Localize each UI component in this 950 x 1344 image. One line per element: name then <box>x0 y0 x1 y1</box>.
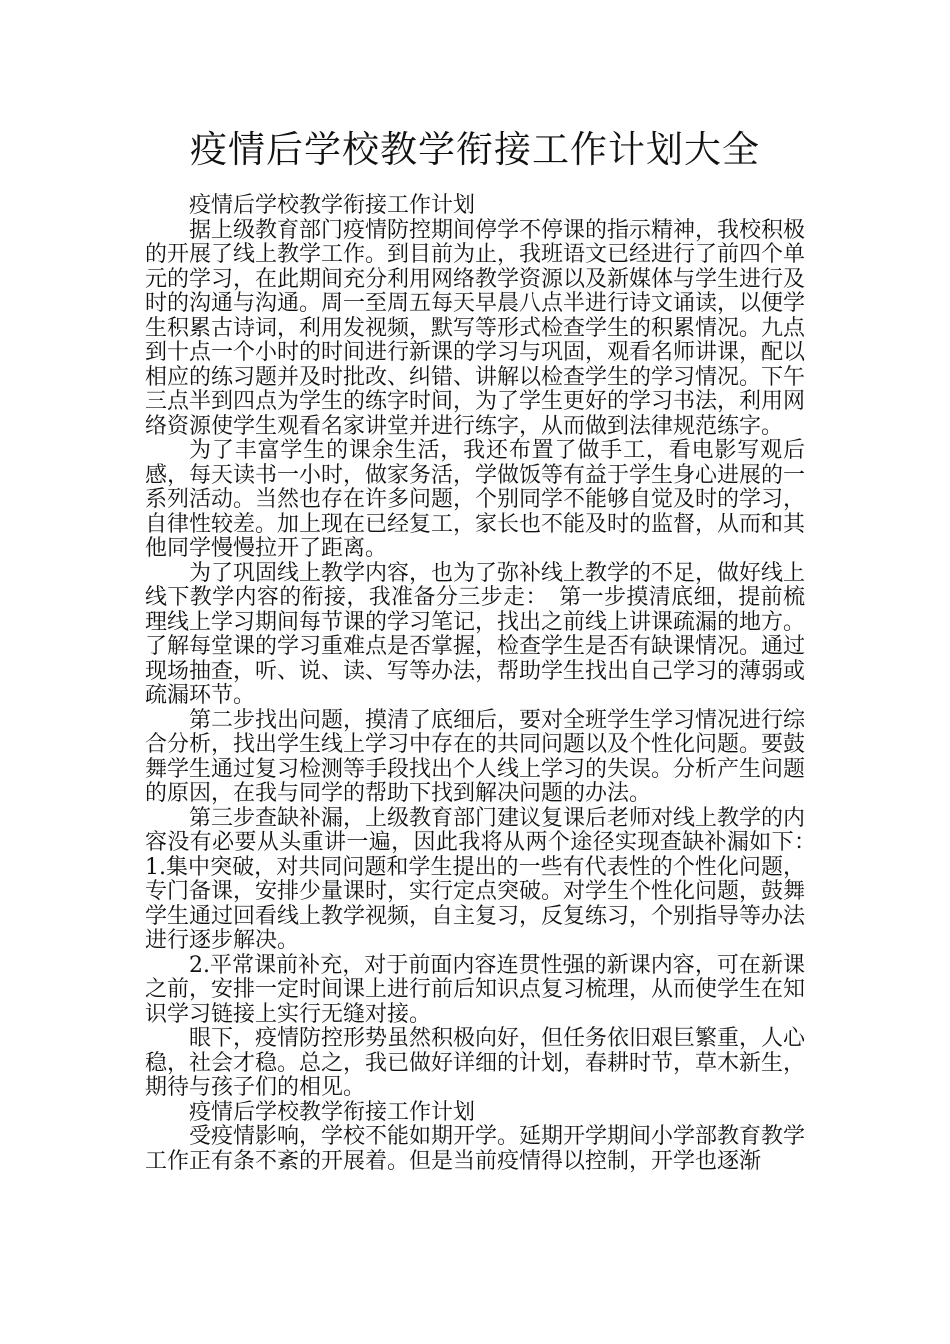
document-title: 疫情后学校教学衔接工作计划大全 <box>190 128 760 171</box>
paragraph: 第二步找出问题，摸清了底细后，要对全班学生学习情况进行综合分析，找出学生线上学习中存在的共同问题以及个性化问题。要鼓舞学生通过复习检测等手段找出个人线上学习的失误。分析产生问题的原因，在我与同学的帮助下找到解决问题的办法。 <box>145 707 806 806</box>
paragraph: 2.平常课前补充，对于前面内容连贯性强的新课内容，可在新课之前，安排一定时间课上进行前后知识点复习梳理，从而使学生在知识学习链接上实行无缝对接。 <box>145 952 806 1027</box>
paragraph: 第三步查缺补漏，上级教育部门建议复课后老师对线上教学的内容没有必要从头重讲一遍，因此我将从两个途径实现查缺补漏如下： 1.集中突破，对共同问题和学生提出的一些有代表性的个性化问题，专门备课，安排少量课时，实行定点突破。对学生个性化问题，鼓舞学生通过回看线上教学视频，自主复习，反复练习，个别指导等办法进行逐步解决。 <box>145 805 828 953</box>
paragraph: 为了巩固线上教学内容，也为了弥补线上教学的不足，做好线上线下教学内容的衔接，我准备分三步走： 第一步摸清底细，提前梳理线上学习期间每节课的学习笔记，找出之前线上讲课疏漏的地方。了解每堂课的学习重难点是否掌握，检查学生是否有缺课情况。通过现场抽查，听、说、读、写等办法，帮助学生找出自己学习的薄弱或疏漏环节。 <box>145 560 806 708</box>
document-page <box>145 118 828 1174</box>
paragraph: 眼下，疫情防控形势虽然积极向好，但任务依旧艰巨繁重，人心稳，社会才稳。总之，我已做好详细的计划，春耕时节，草木新生，期待与孩子们的相见。 <box>145 1026 806 1100</box>
paragraph: 为了丰富学生的课余生活，我还布置了做手工，看电影写观后感，每天读书一小时，做家务活，学做饭等有益于学生身心进展的一系列活动。当然也存在许多问题，个别同学不能够自觉及时的学习，自律性较差。加上现在已经复工，家长也不能及时的监督，从而和其他同学慢慢拉开了距离。 <box>145 438 806 561</box>
section-heading: 疫情后学校教学衔接工作计划 <box>189 193 476 218</box>
section-heading: 疫情后学校教学衔接工作计划 <box>189 1099 476 1125</box>
paragraph: 据上级教育部门疫情防控期间停学不停课的指示精神，我校积极的开展了线上教学工作。到目前为止，我班语文已经进行了前四个单元的学习，在此期间充分利用网络教学资源以及新媒体与学生进行及时的沟通与沟通。周一至周五每天早晨八点半进行诗文诵读，以便学生积累古诗词，利用发视频，默写等形式检查学生的积累情况。九点到十点一个小时的时间进行新课的学习与巩固，观看名师讲课，配以相应的练习题并及时批改、纠错、讲解以检查学生的学习情况。下午三点半到四点为学生的练字时间，为了学生更好的学习书法，利用网络资源使学生观看名家讲堂并进行练字，从而做到法律规范练字。 <box>145 217 806 439</box>
document-body <box>145 193 828 1174</box>
paragraph: 受疫情影响，学校不能如期开学。延期开学期间小学部教育教学工作正有条不紊的开展着。但是当前疫情得以控制，开学也逐渐 <box>145 1124 806 1174</box>
